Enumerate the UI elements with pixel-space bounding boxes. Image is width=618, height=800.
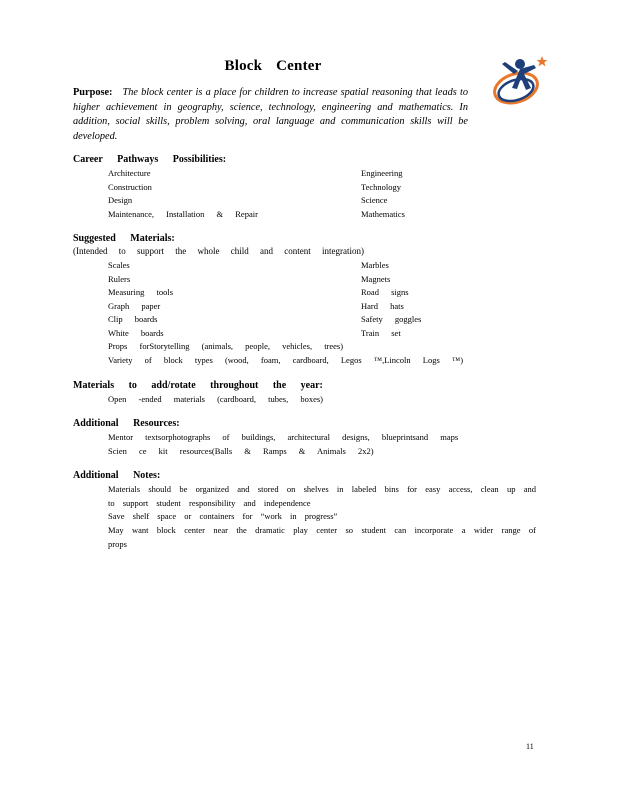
star-person-logo [490, 52, 550, 112]
list-item: May want block center near the dramatic play center so student can incorporate a wider range of props [108, 525, 536, 549]
purpose-paragraph [73, 86, 468, 144]
list-item: Scien ce kit resources(Balls & Ramps & Animals 2x2) [108, 445, 374, 456]
list-item: Graph paper [108, 300, 161, 311]
purpose-label: Purpose: [73, 87, 113, 98]
materials-subheading: (Intended to support the whole child and content integration) [73, 246, 364, 256]
list-item: Open -ended materials (cardboard, tubes, boxes) [108, 394, 323, 404]
page-title: Block Center [224, 58, 322, 74]
list-item: Hard hats [361, 300, 404, 311]
resources-heading: Additional Resources: [73, 418, 180, 429]
notes-heading: Additional Notes: [73, 470, 161, 481]
list-item: Clip boards [108, 314, 158, 324]
list-item: Variety of block types (wood, foam, cardboard, Legos ™,Lincoln Logs ™) [108, 354, 464, 365]
rotate-heading: Materials to add/rotate throughout the year: [73, 380, 323, 391]
career-heading: Career Pathways Possibilities: [73, 154, 227, 165]
list-item: Marbles [361, 260, 389, 270]
materials-heading: Suggested Materials: [73, 233, 175, 244]
list-item: Measuring tools [108, 287, 174, 297]
list-item: Road signs [361, 287, 409, 297]
list-item: Magnets [361, 273, 391, 284]
list-item: Safety goggles [361, 314, 422, 324]
list-item: Architecture [108, 168, 151, 178]
list-item: Props forStorytelling (animals, people, vehicles, trees) [108, 341, 344, 351]
list-item: Engineering [361, 168, 403, 178]
list-item: Mentor textsorphotographs of buildings, architectural designs, blueprintsand maps [108, 432, 459, 442]
list-item: Mathematics [361, 208, 405, 219]
list-item: White boards [108, 327, 164, 338]
list-item: Science [361, 195, 388, 205]
purpose-text: The block center is a place for children to increase spatial reasoning that leads to higher achievement in geography, science, technology, engineering and mathematics. In addition, social skills, problem solving, oral language and communication skills will be developed. [73, 87, 468, 142]
list-item: Technology [361, 181, 402, 192]
list-item: Design [108, 195, 133, 205]
list-item: Save shelf space or containers for “work in progress” [108, 511, 338, 521]
list-item: Train set [361, 327, 401, 338]
list-item: Maintenance, Installation & Repair [108, 208, 258, 219]
list-item: Materials should be organized and stored on shelves in labeled bins for easy access, clean up and to support student responsibility and independence [108, 484, 536, 508]
list-item: Scales [108, 260, 130, 270]
list-item: Rulers [108, 273, 131, 284]
list-item: Construction [108, 181, 152, 192]
page-number: 11 [526, 742, 534, 751]
